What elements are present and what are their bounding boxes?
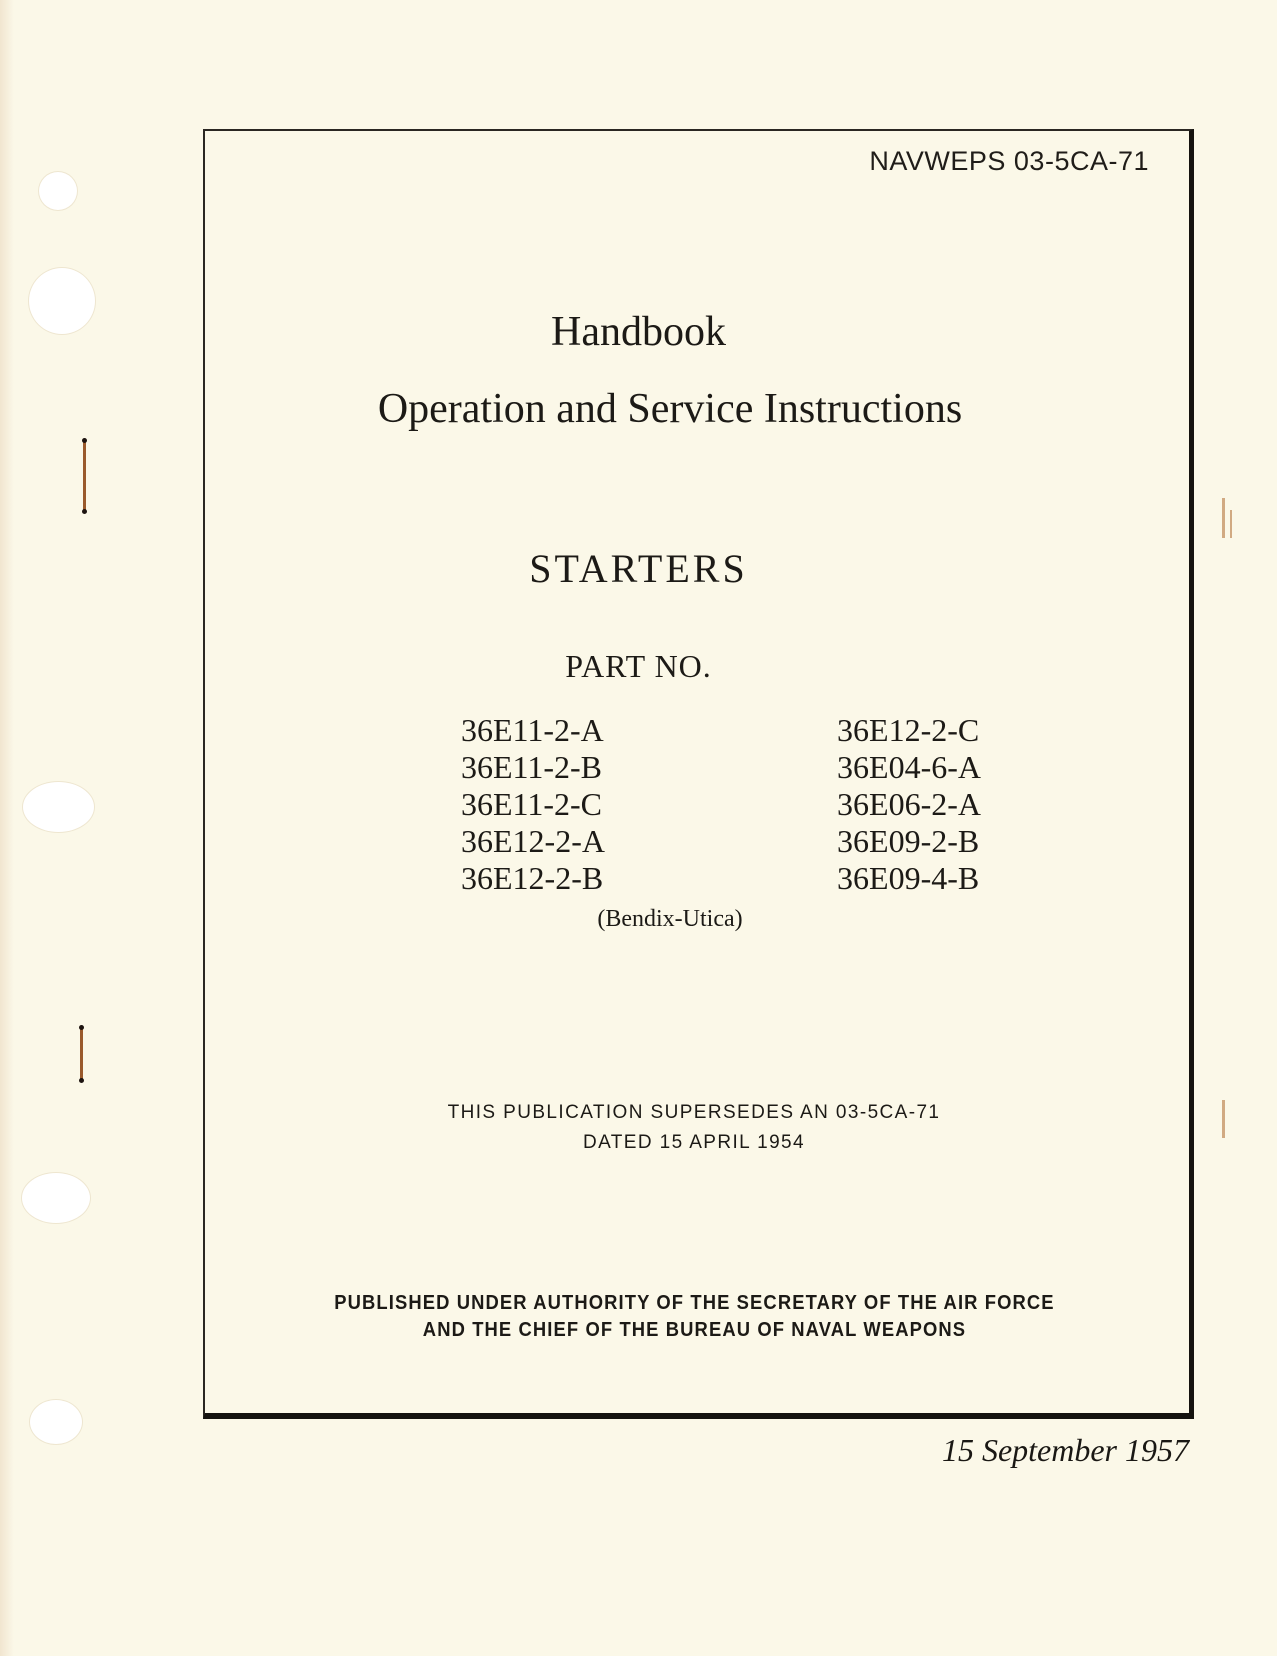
- part-number: 36E12-2-A: [461, 823, 605, 859]
- authority-line-2: AND THE CHIEF OF THE BUREAU OF NAVAL WEAPONS: [422, 1319, 967, 1341]
- supersedes-notice: [0, 1098, 1277, 1158]
- publication-date: 15 September 1957: [941, 1432, 1189, 1468]
- title-handbook: Handbook: [551, 309, 726, 355]
- part-number: 36E11-2-C: [461, 786, 603, 822]
- subject-title: STARTERS: [529, 546, 748, 591]
- staple-mark: [83, 440, 86, 512]
- part-number: 36E09-4-B: [837, 860, 980, 896]
- authority-line-1: PUBLISHED UNDER AUTHORITY OF THE SECRETARY OF THE AIR FORCE: [334, 1292, 1055, 1314]
- part-number: 36E12-2-B: [461, 860, 604, 896]
- part-number: 36E04-6-A: [837, 749, 981, 785]
- punch-hole: [30, 1400, 82, 1444]
- part-number: 36E11-2-B: [461, 749, 603, 785]
- title-operation-service: Operation and Service Instructions: [377, 386, 963, 432]
- part-number: 36E11-2-A: [461, 712, 604, 748]
- supersedes-line-2: DATED 15 APRIL 1954: [583, 1132, 805, 1153]
- page-edge: [0, 0, 14, 1656]
- punch-hole: [22, 1173, 90, 1223]
- authority-statement: [56, 1290, 1277, 1344]
- part-no-label: PART NO.: [565, 648, 712, 684]
- supersedes-line-1: THIS PUBLICATION SUPERSEDES AN 03-5CA-71: [447, 1102, 941, 1123]
- part-number-column-right: [837, 712, 981, 897]
- part-number: 36E06-2-A: [837, 786, 981, 822]
- document-number: NAVWEPS 03-5CA-71: [869, 146, 1149, 176]
- punch-hole: [39, 172, 77, 210]
- part-number-list: [461, 712, 981, 897]
- rust-speck: [1222, 498, 1225, 538]
- rust-speck: [1230, 510, 1232, 538]
- staple-mark: [80, 1027, 83, 1081]
- part-number: 36E12-2-C: [837, 712, 980, 748]
- part-number-column-left: [461, 712, 605, 897]
- manufacturer: (Bendix-Utica): [597, 906, 743, 932]
- punch-hole: [23, 782, 94, 832]
- part-number: 36E09-2-B: [837, 823, 980, 859]
